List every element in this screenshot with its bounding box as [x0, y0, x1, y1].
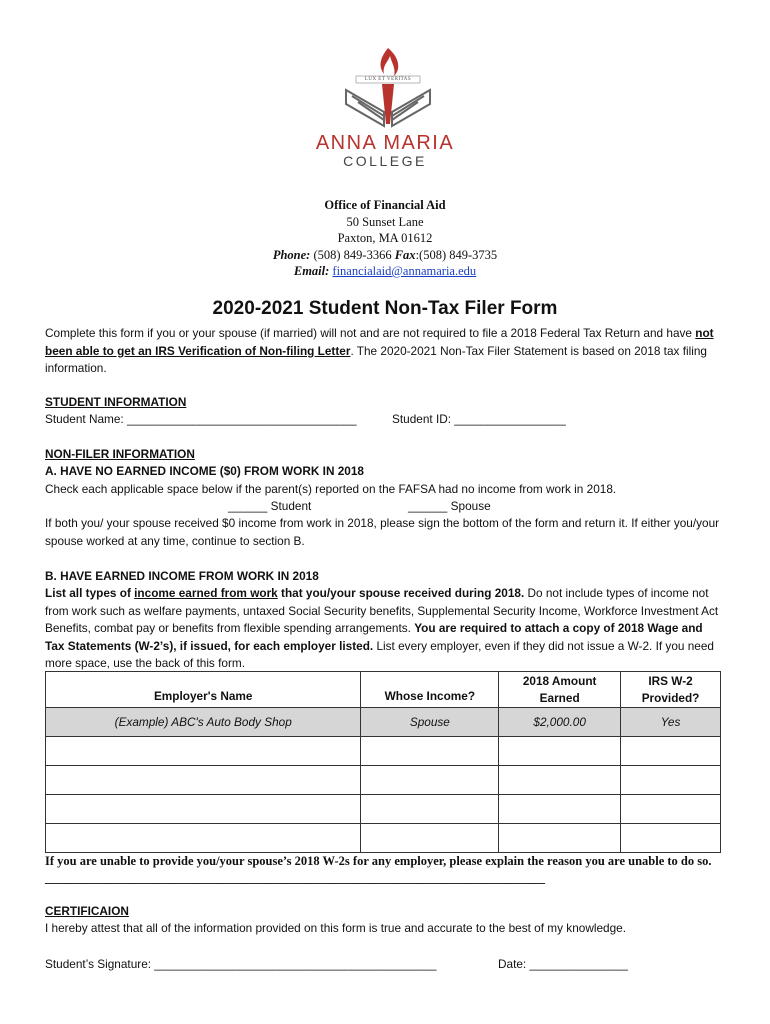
office-street: 50 Sunset Lane	[346, 214, 424, 229]
intro-paragraph	[45, 325, 725, 378]
phone-label: Phone:	[272, 247, 311, 262]
employer-cell[interactable]	[46, 824, 361, 853]
col-amount-line2: Earned	[539, 690, 580, 705]
col-amount-earned	[499, 672, 621, 708]
w2-cell[interactable]	[621, 737, 721, 766]
section-b-bold-2: that you/your spouse received during 2018.	[277, 586, 525, 600]
employer-cell[interactable]	[46, 795, 361, 824]
w2-cell[interactable]	[621, 824, 721, 853]
fax-number: :(508) 849-3735	[415, 247, 498, 262]
example-whose: Spouse	[361, 708, 499, 737]
college-name: ANNA MARIA	[315, 132, 455, 154]
office-address	[0, 197, 770, 280]
section-a-check-text: Check each applicable space below if the parent(s) reported on the FAFSA had no income from work in 2018.	[45, 482, 617, 496]
form-title: 2020-2021 Student Non-Tax Filer Form	[212, 298, 558, 319]
unable-explanation[interactable]: If you are unable to provide you/your spouse’s 2018 W-2s for any employer, please explain the reason you are unable to do so. ________________________________________________________________________________	[45, 854, 712, 885]
section-b-text-2: List every employer, even if they did not issue a W-2. If you need more space, use the back of this form.	[45, 638, 714, 670]
section-b-bold-1: List all types of	[45, 586, 135, 600]
section-b-underlined: income earned from work	[134, 586, 278, 600]
amount-cell[interactable]	[499, 824, 621, 853]
office-email	[0, 263, 770, 280]
student-info-heading: STUDENT INFORMATION	[45, 395, 187, 409]
table-row[interactable]	[46, 766, 721, 795]
col-employer-name: Employer's Name	[46, 672, 361, 708]
example-amount: $2,000.00	[499, 708, 621, 737]
whose-cell[interactable]	[361, 766, 499, 795]
student-checkbox-line[interactable]: ______ Student	[228, 499, 312, 513]
whose-cell[interactable]	[361, 824, 499, 853]
col-amount-line1: 2018 Amount	[522, 673, 597, 688]
example-w2: Yes	[621, 708, 721, 737]
employer-cell[interactable]	[46, 737, 361, 766]
section-b-heading: B. HAVE EARNED INCOME FROM WORK IN 2018	[45, 569, 319, 583]
table-row[interactable]	[46, 795, 721, 824]
amount-cell[interactable]	[499, 737, 621, 766]
w2-cell[interactable]	[621, 795, 721, 824]
email-link[interactable]: financialaid@annamaria.edu	[332, 264, 477, 278]
certification-heading: CERTIFICAION	[45, 904, 129, 918]
section-b-bold-3: You are required to attach a copy of 2018 Wage and Tax Statements (W-2’s), if issued, for each employer listed.	[45, 621, 703, 653]
office-phone-fax	[0, 247, 770, 264]
intro-text-2: . The 2020-2021 Non-Tax Filer Statement is based on 2018 tax filing information.	[45, 343, 707, 375]
amount-cell[interactable]	[499, 766, 621, 795]
signature-field[interactable]: Student’s Signature: ___________________________________________	[45, 957, 437, 971]
office-city: Paxton, MA 01612	[337, 231, 433, 245]
col-w2-line2: Provided?	[641, 690, 700, 705]
office-name: Office of Financial Aid	[324, 198, 446, 212]
student-name-field[interactable]: Student Name: ___________________________________	[45, 412, 357, 426]
section-b-text-1: Do not include types of income not from work such as welfare payments, untaxed Social Security benefits, Supplemental Security Income, Workforce Investment Act Benefits, combat pay or benefits from flexible spending arrangements.	[45, 586, 719, 635]
section-b-text	[45, 585, 725, 673]
date-field[interactable]: Date: _______________	[498, 957, 628, 971]
amount-cell[interactable]	[499, 795, 621, 824]
torch-book-icon	[318, 46, 458, 136]
col-w2-provided	[621, 672, 721, 708]
table-row[interactable]	[46, 737, 721, 766]
student-id-field[interactable]: Student ID: _________________	[392, 412, 566, 426]
spouse-checkbox-line[interactable]: ______ Spouse	[408, 499, 491, 513]
col-w2-line1: IRS W-2	[648, 673, 693, 688]
non-filer-heading: NON-FILER INFORMATION	[45, 447, 195, 461]
table-row[interactable]	[46, 824, 721, 853]
table-row-example	[46, 708, 721, 737]
email-label: Email:	[293, 264, 330, 278]
col-whose-income: Whose Income?	[361, 672, 499, 708]
table-header-row	[46, 672, 721, 708]
w2-cell[interactable]	[621, 766, 721, 795]
college-subtitle: COLLEGE	[343, 153, 427, 169]
employer-cell[interactable]	[46, 766, 361, 795]
logo-motto: LUX ET VERITAS	[364, 77, 412, 82]
section-a-heading: A. HAVE NO EARNED INCOME ($0) FROM WORK IN 2018	[45, 464, 364, 478]
whose-cell[interactable]	[361, 737, 499, 766]
intro-text-1: Complete this form if you or your spouse (if married) will not and are not required to file a 2018 Federal Tax Return and have	[45, 326, 696, 340]
intro-emphasis: not been able to get an IRS Verification of Non-filing Letter	[45, 326, 714, 358]
section-a-instructions: If both you/ your spouse received $0 income from work in 2018, please sign the bottom of the form and return it. If either you/your spouse worked at any time, continue to section B.	[45, 516, 720, 548]
whose-cell[interactable]	[361, 795, 499, 824]
fax-label: Fax	[394, 247, 416, 262]
certification-text: I hereby attest that all of the information provided on this form is true and accurate to the best of my knowledge.	[45, 921, 626, 935]
phone-number: (508) 849-3366	[310, 247, 395, 262]
example-employer: (Example) ABC's Auto Body Shop	[46, 708, 361, 737]
employer-table	[45, 671, 721, 853]
